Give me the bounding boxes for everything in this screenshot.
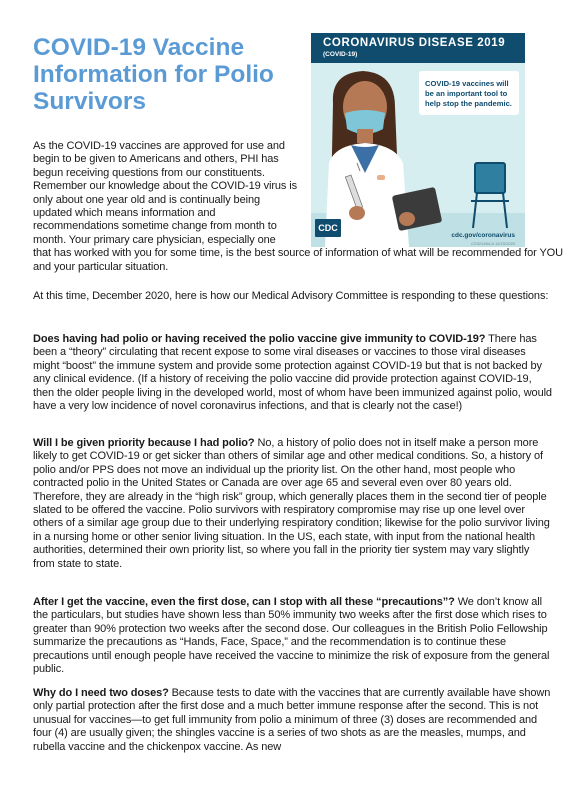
intro-text-narrow: As the COVID-19 vaccines are approved for use and begin to be given to Americans and others, PHI has begun receiving questions from our constituents. Remember our knowledge about the COVID-19 virus is only about one year old and is continually being updated which means information and recommendations sometime change from month to month. Your primary care physician, especially one xyxy=(33,140,298,246)
faq-question: Why do I need two doses? xyxy=(33,687,169,699)
faq-section-two-doses xyxy=(33,687,553,754)
faq-question: After I get the vaccine, even the first dose, can I stop with all these “precautions”? xyxy=(33,596,455,608)
faq-answer: There has been a “theory” circulating that recent expose to some viral diseases or vaccines to those viral diseases might “boost” the immune system and provide some protection against COVID-19 but that is not backed by any clinical evidence. (If a history of receiving the polio vaccine did provide protection against COVID-19, then the older people living in the developed world, most of whom have been immunized against polio, would have a very low incidence of novel coronavirus infections, and that is clearly not the case!) xyxy=(33,333,552,413)
intro-paragraph xyxy=(33,140,563,274)
faq-section-immunity xyxy=(33,333,553,413)
faq-section-priority xyxy=(33,437,553,571)
poster-message: COVID-19 vaccines will be an important tool to help stop the pandemic. xyxy=(425,79,512,108)
faq-answer: No, a history of polio does not in itself make a person more likely to get COVID-19 or get sicker than others of similar age and other medical conditions. So, a history of polio and/or PPS does not move an individual up the priority list. On the other hand, most people who contracted polio in the United States or Canada are over age 65 and several even over 80 years old. Therefore, they are already in the “high risk” group, which generally places them in the second tier of people slated to be offered the vaccine. Polio survivors with respiratory compromise may rise up one level over others of a similar age group due to their underlying respiratory condition; likewise for the polio survivor living in a nursing home or other senior living situation. In the US, each state, with input from the national health authorities, determined their own priority list, so where you fall in the priority tier system may vary slightly from state to state. xyxy=(33,437,550,570)
poster-heading: CORONAVIRUS DISEASE 2019 xyxy=(323,37,506,49)
faq-question: Will I be given priority because I had polio? xyxy=(33,437,255,449)
faq-section-precautions xyxy=(33,596,553,676)
poster-banner xyxy=(311,33,525,63)
poster-credit: CS321464-A 12/15/2020 xyxy=(471,241,515,246)
poster-url: cdc.gov/coronavirus xyxy=(451,232,515,239)
cdc-logo: CDC xyxy=(315,219,341,237)
intro-text-wide: that has worked with you for some time, is the best source of information of what will be recommended for YOU and your particular situation. xyxy=(33,247,563,273)
document-title: COVID-19 Vaccine Information for Polio Survivors xyxy=(33,34,274,115)
faq-question: Does having had polio or having received the polio vaccine give immunity to COVID-19? xyxy=(33,333,486,345)
faq-answer: We don’t know all the particulars, but studies have shown less than 50% immunity two weeks after the first dose which rises to greater than 90% protection two weeks after the second dose. Our colleagues in the British Polio Fellowship summarize the precautions as “Hands, Face, Space,” and the recommendation is to continue these precautions until enough people have received the vaccine to minimize the risk of exposure from the general public. xyxy=(33,596,550,676)
poster-subheading: (COVID-19) xyxy=(323,51,358,58)
context-paragraph: At this time, December 2020, here is how our Medical Advisory Committee is responding to these questions: xyxy=(33,290,549,302)
faq-answer: Because tests to date with the vaccines that are currently available have shown only partial protection after the first dose and a much better immune response after the second. This is not unusual for vaccines—to get full immunity from polio a minimum of three (3) doses are recommended and four (4) are usually given; the shingles vaccine is a series of two shots as are the measles, mumps, and rubella vaccine and the chickenpox vaccine. As new xyxy=(33,687,551,753)
